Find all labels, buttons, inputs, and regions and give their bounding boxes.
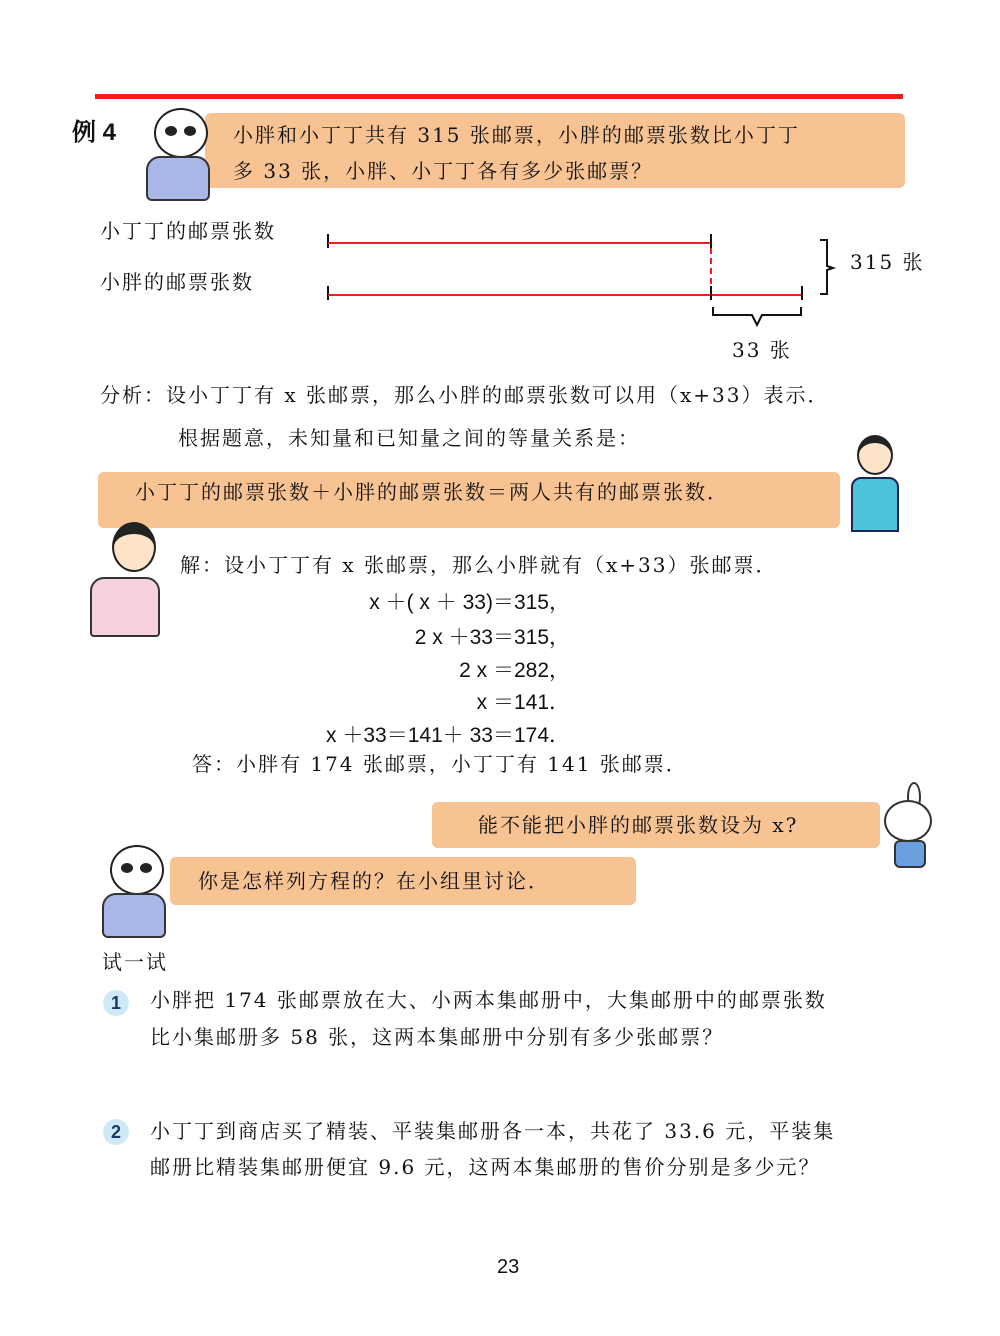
try-title: 试一试 [102, 950, 168, 974]
equation-step-3: 2 x ＝282， [459, 659, 570, 682]
equation-step-1: x ＋( x ＋ 33)＝315， [369, 591, 570, 614]
diagram-label-xiaodingding: 小丁丁的邮票张数 [100, 219, 276, 243]
header-rule [95, 94, 903, 99]
segment-tick [327, 286, 329, 300]
segment-tick [327, 234, 329, 248]
segment-xiaodingding [328, 242, 711, 244]
example-label: 例 4 [72, 119, 117, 146]
equation-step-5: x ＋33＝141＋ 33＝174． [326, 724, 570, 747]
exercise-number-2: 2 [103, 1119, 129, 1145]
segment-tick [710, 286, 712, 300]
segment-tick [801, 286, 803, 300]
answer-text: 答：小胖有 174 张邮票，小丁丁有 141 张邮票． [192, 752, 688, 776]
solution-intro: 解：设小丁丁有 x 张邮票，那么小胖就有（x+33）张邮票． [180, 553, 778, 577]
problem-line-2: 多 33 张，小胖、小丁丁各有多少张邮票？ [233, 159, 654, 183]
difference-label: 33 张 [732, 338, 792, 362]
exercise-1-line-2: 比小集邮册多 58 张，这两本集邮册中分别有多少张邮票？ [150, 1025, 725, 1049]
discuss-bubble-text: 你是怎样列方程的？在小组里讨论． [198, 869, 550, 893]
analysis-line-2: 根据题意，未知量和已知量之间的等量关系是： [178, 426, 640, 450]
panda-character-icon [96, 845, 176, 940]
diagram-label-xiaopang: 小胖的邮票张数 [100, 270, 254, 294]
page-number: 23 [497, 1256, 520, 1278]
exercise-number-1: 1 [103, 990, 129, 1016]
segment-tick [710, 234, 712, 248]
segment-xiaopang [328, 294, 802, 296]
equation-step-2: 2 x ＋33＝315， [414, 626, 570, 649]
total-label: 315 张 [850, 250, 925, 274]
panda-character-icon [140, 108, 218, 203]
total-brace-icon [815, 238, 845, 298]
question-bubble-text: 能不能把小胖的邮票张数设为 x? [478, 813, 799, 837]
analysis-line-1: 分析：设小丁丁有 x 张邮票，那么小胖的邮票张数可以用（x+33）表示． [100, 383, 830, 407]
exercise-1-line-1: 小胖把 174 张邮票放在大、小两本集邮册中，大集邮册中的邮票张数 [150, 988, 827, 1012]
problem-line-1: 小胖和小丁丁共有 315 张邮票，小胖的邮票张数比小丁丁 [233, 123, 800, 147]
difference-brace-icon [710, 305, 805, 330]
exercise-2-line-2: 邮册比精装集邮册便宜 9.6 元，这两本集邮册的售价分别是多少元？ [150, 1155, 821, 1179]
exercise-2-line-1: 小丁丁到商店买了精装、平装集邮册各一本，共花了 33.6 元，平装集 [150, 1119, 836, 1143]
glasses-girl-character-icon [82, 522, 172, 640]
equation-step-4: x ＝141． [476, 691, 570, 714]
relation-text: 小丁丁的邮票张数＋小胖的邮票张数＝两人共有的邮票张数． [135, 480, 729, 504]
girl-character-icon [845, 435, 905, 535]
rabbit-character-icon [872, 782, 952, 870]
